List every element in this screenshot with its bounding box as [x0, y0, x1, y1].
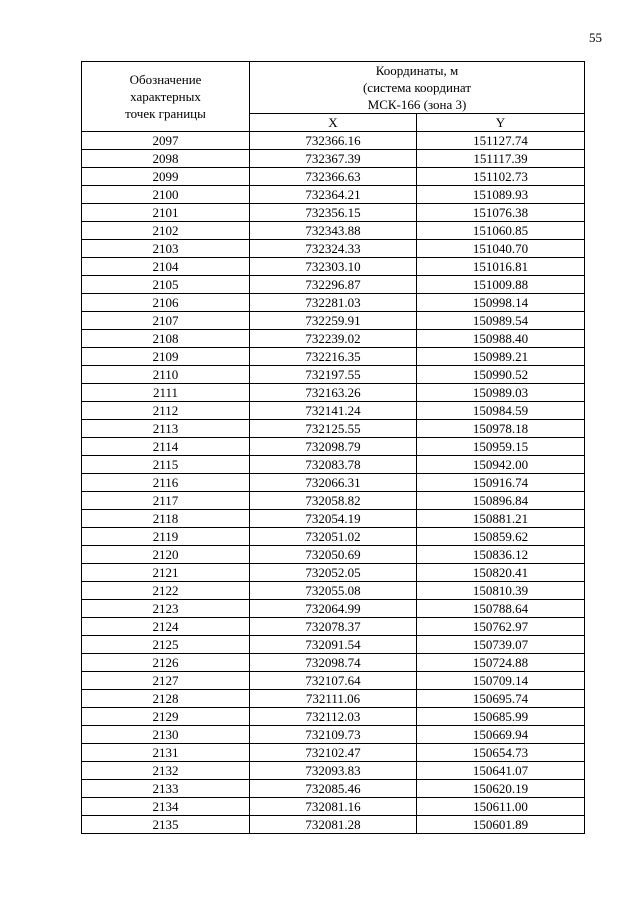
table-row [82, 762, 585, 780]
point-id-cell: 2117 [82, 492, 250, 510]
x-coordinate-cell: 732366.63 [250, 168, 417, 186]
point-id-cell: 2101 [82, 204, 250, 222]
x-coordinate-cell: 732111.06 [250, 690, 417, 708]
x-coordinate-cell: 732081.28 [250, 816, 417, 834]
x-coordinate-cell: 732109.73 [250, 726, 417, 744]
y-coordinate-cell: 150896.84 [417, 492, 585, 510]
x-coordinate-cell: 732083.78 [250, 456, 417, 474]
x-coordinate-cell: 732102.47 [250, 744, 417, 762]
point-id-cell: 2121 [82, 564, 250, 582]
coordinates-header-line: МСК-166 (зона 3) [367, 97, 467, 112]
point-id-cell: 2127 [82, 672, 250, 690]
table-row [82, 150, 585, 168]
table-row [82, 240, 585, 258]
x-coordinate-cell: 732197.55 [250, 366, 417, 384]
y-coordinate-cell: 151009.88 [417, 276, 585, 294]
x-coordinate-cell: 732066.31 [250, 474, 417, 492]
coordinates-header-line: (система координат [362, 80, 472, 95]
y-coordinate-cell: 150998.14 [417, 294, 585, 312]
point-id-cell: 2102 [82, 222, 250, 240]
x-coordinate-cell: 732259.91 [250, 312, 417, 330]
point-designation-header-line: характерных [130, 89, 201, 104]
y-coordinate-cell: 150859.62 [417, 528, 585, 546]
point-id-cell: 2109 [82, 348, 250, 366]
y-coordinate-cell: 150709.14 [417, 672, 585, 690]
table-row [82, 258, 585, 276]
point-id-cell: 2131 [82, 744, 250, 762]
x-coordinate-cell: 732054.19 [250, 510, 417, 528]
x-coordinate-cell: 732239.02 [250, 330, 417, 348]
table-row [82, 312, 585, 330]
y-coordinate-cell: 150762.97 [417, 618, 585, 636]
point-id-cell: 2108 [82, 330, 250, 348]
point-id-cell: 2119 [82, 528, 250, 546]
table-body [82, 132, 585, 834]
y-coordinate-cell: 150989.03 [417, 384, 585, 402]
table-row [82, 366, 585, 384]
x-coordinate-cell: 732098.79 [250, 438, 417, 456]
point-id-cell: 2118 [82, 510, 250, 528]
x-coordinate-cell: 732058.82 [250, 492, 417, 510]
x-coordinate-cell: 732051.02 [250, 528, 417, 546]
x-coordinate-cell: 732364.21 [250, 186, 417, 204]
table-row [82, 474, 585, 492]
table-row [82, 564, 585, 582]
y-coordinate-cell: 150978.18 [417, 420, 585, 438]
x-coordinate-cell: 732055.08 [250, 582, 417, 600]
x-coordinate-cell: 732343.88 [250, 222, 417, 240]
table-row [82, 780, 585, 798]
y-coordinate-cell: 151127.74 [417, 132, 585, 150]
table-row [82, 456, 585, 474]
point-id-cell: 2097 [82, 132, 250, 150]
y-coordinate-cell: 150988.40 [417, 330, 585, 348]
point-id-cell: 2107 [82, 312, 250, 330]
y-coordinate-cell: 150611.00 [417, 798, 585, 816]
point-id-cell: 2129 [82, 708, 250, 726]
point-id-cell: 2125 [82, 636, 250, 654]
y-coordinate-cell: 150654.73 [417, 744, 585, 762]
table-row [82, 348, 585, 366]
point-id-cell: 2098 [82, 150, 250, 168]
y-coordinate-cell: 150942.00 [417, 456, 585, 474]
point-designation-header-line: Обозначение [129, 72, 202, 87]
y-coordinate-cell: 151089.93 [417, 186, 585, 204]
table-row [82, 600, 585, 618]
table-row [82, 168, 585, 186]
point-id-cell: 2113 [82, 420, 250, 438]
point-id-cell: 2114 [82, 438, 250, 456]
x-coordinate-cell: 732078.37 [250, 618, 417, 636]
x-coordinate-cell: 732163.26 [250, 384, 417, 402]
table-row [82, 276, 585, 294]
y-coordinate-cell: 151016.81 [417, 258, 585, 276]
y-coordinate-cell: 150739.07 [417, 636, 585, 654]
coordinates-table [81, 61, 585, 834]
point-id-cell: 2104 [82, 258, 250, 276]
x-coordinate-cell: 732216.35 [250, 348, 417, 366]
y-coordinate-cell: 150685.99 [417, 708, 585, 726]
y-coordinate-cell: 150916.74 [417, 474, 585, 492]
table-row [82, 672, 585, 690]
y-coordinate-cell: 150620.19 [417, 780, 585, 798]
table-row [82, 510, 585, 528]
y-coordinate-cell: 150724.88 [417, 654, 585, 672]
table-row [82, 528, 585, 546]
x-coordinate-cell: 732050.69 [250, 546, 417, 564]
point-id-cell: 2122 [82, 582, 250, 600]
point-id-cell: 2120 [82, 546, 250, 564]
x-coordinate-cell: 732064.99 [250, 600, 417, 618]
point-id-cell: 2126 [82, 654, 250, 672]
table-row [82, 744, 585, 762]
x-coordinate-cell: 732107.64 [250, 672, 417, 690]
point-id-cell: 2128 [82, 690, 250, 708]
x-coordinate-cell: 732081.16 [250, 798, 417, 816]
point-id-cell: 2134 [82, 798, 250, 816]
x-coordinate-cell: 732091.54 [250, 636, 417, 654]
table-row [82, 384, 585, 402]
table-row [82, 816, 585, 834]
coordinates-header-line: Координаты, м [375, 63, 459, 78]
x-coordinate-cell: 732367.39 [250, 150, 417, 168]
x-coordinate-cell: 732324.33 [250, 240, 417, 258]
point-id-cell: 2124 [82, 618, 250, 636]
y-coordinate-cell: 150669.94 [417, 726, 585, 744]
table-row [82, 222, 585, 240]
y-coordinate-cell: 151060.85 [417, 222, 585, 240]
table-row [82, 690, 585, 708]
point-id-cell: 2115 [82, 456, 250, 474]
y-coordinate-cell: 150810.39 [417, 582, 585, 600]
point-id-cell: 2132 [82, 762, 250, 780]
table-row [82, 186, 585, 204]
point-id-cell: 2110 [82, 366, 250, 384]
table-row [82, 582, 585, 600]
table-row [82, 132, 585, 150]
y-coordinate-cell: 150989.21 [417, 348, 585, 366]
point-id-cell: 2111 [82, 384, 250, 402]
y-coordinate-cell: 150788.64 [417, 600, 585, 618]
y-column-header: Y [417, 114, 585, 132]
x-coordinate-cell: 732356.15 [250, 204, 417, 222]
y-coordinate-cell: 150881.21 [417, 510, 585, 528]
x-coordinate-cell: 732093.83 [250, 762, 417, 780]
x-coordinate-cell: 732303.10 [250, 258, 417, 276]
x-coordinate-cell: 732141.24 [250, 402, 417, 420]
table-row [82, 330, 585, 348]
point-id-cell: 2133 [82, 780, 250, 798]
x-coordinate-cell: 732085.46 [250, 780, 417, 798]
table-row [82, 798, 585, 816]
table-row [82, 420, 585, 438]
table-row [82, 636, 585, 654]
point-designation-header-line: точек границы [125, 106, 206, 121]
table-row [82, 204, 585, 222]
x-coordinate-cell: 732125.55 [250, 420, 417, 438]
x-coordinate-cell: 732296.87 [250, 276, 417, 294]
point-id-cell: 2135 [82, 816, 250, 834]
y-coordinate-cell: 150601.89 [417, 816, 585, 834]
point-id-cell: 2130 [82, 726, 250, 744]
table-row [82, 618, 585, 636]
point-id-cell: 2099 [82, 168, 250, 186]
y-coordinate-cell: 150990.52 [417, 366, 585, 384]
y-coordinate-cell: 150836.12 [417, 546, 585, 564]
table-row [82, 438, 585, 456]
point-designation-header [82, 62, 250, 132]
point-id-cell: 2123 [82, 600, 250, 618]
x-column-header: X [250, 114, 417, 132]
point-id-cell: 2112 [82, 402, 250, 420]
y-coordinate-cell: 150695.74 [417, 690, 585, 708]
table-row [82, 294, 585, 312]
point-id-cell: 2116 [82, 474, 250, 492]
x-coordinate-cell: 732112.03 [250, 708, 417, 726]
y-coordinate-cell: 151076.38 [417, 204, 585, 222]
coordinates-header [250, 62, 585, 114]
y-coordinate-cell: 150989.54 [417, 312, 585, 330]
x-coordinate-cell: 732281.03 [250, 294, 417, 312]
y-coordinate-cell: 151117.39 [417, 150, 585, 168]
y-coordinate-cell: 150641.07 [417, 762, 585, 780]
page-number: 55 [589, 30, 602, 45]
point-id-cell: 2105 [82, 276, 250, 294]
y-coordinate-cell: 151102.73 [417, 168, 585, 186]
point-id-cell: 2100 [82, 186, 250, 204]
y-coordinate-cell: 150820.41 [417, 564, 585, 582]
y-coordinate-cell: 150959.15 [417, 438, 585, 456]
table-row [82, 708, 585, 726]
table-row [82, 726, 585, 744]
x-coordinate-cell: 732366.16 [250, 132, 417, 150]
point-id-cell: 2106 [82, 294, 250, 312]
table-row [82, 546, 585, 564]
table-row [82, 492, 585, 510]
table-row [82, 402, 585, 420]
y-coordinate-cell: 151040.70 [417, 240, 585, 258]
x-coordinate-cell: 732052.05 [250, 564, 417, 582]
table-row [82, 654, 585, 672]
y-coordinate-cell: 150984.59 [417, 402, 585, 420]
point-id-cell: 2103 [82, 240, 250, 258]
x-coordinate-cell: 732098.74 [250, 654, 417, 672]
